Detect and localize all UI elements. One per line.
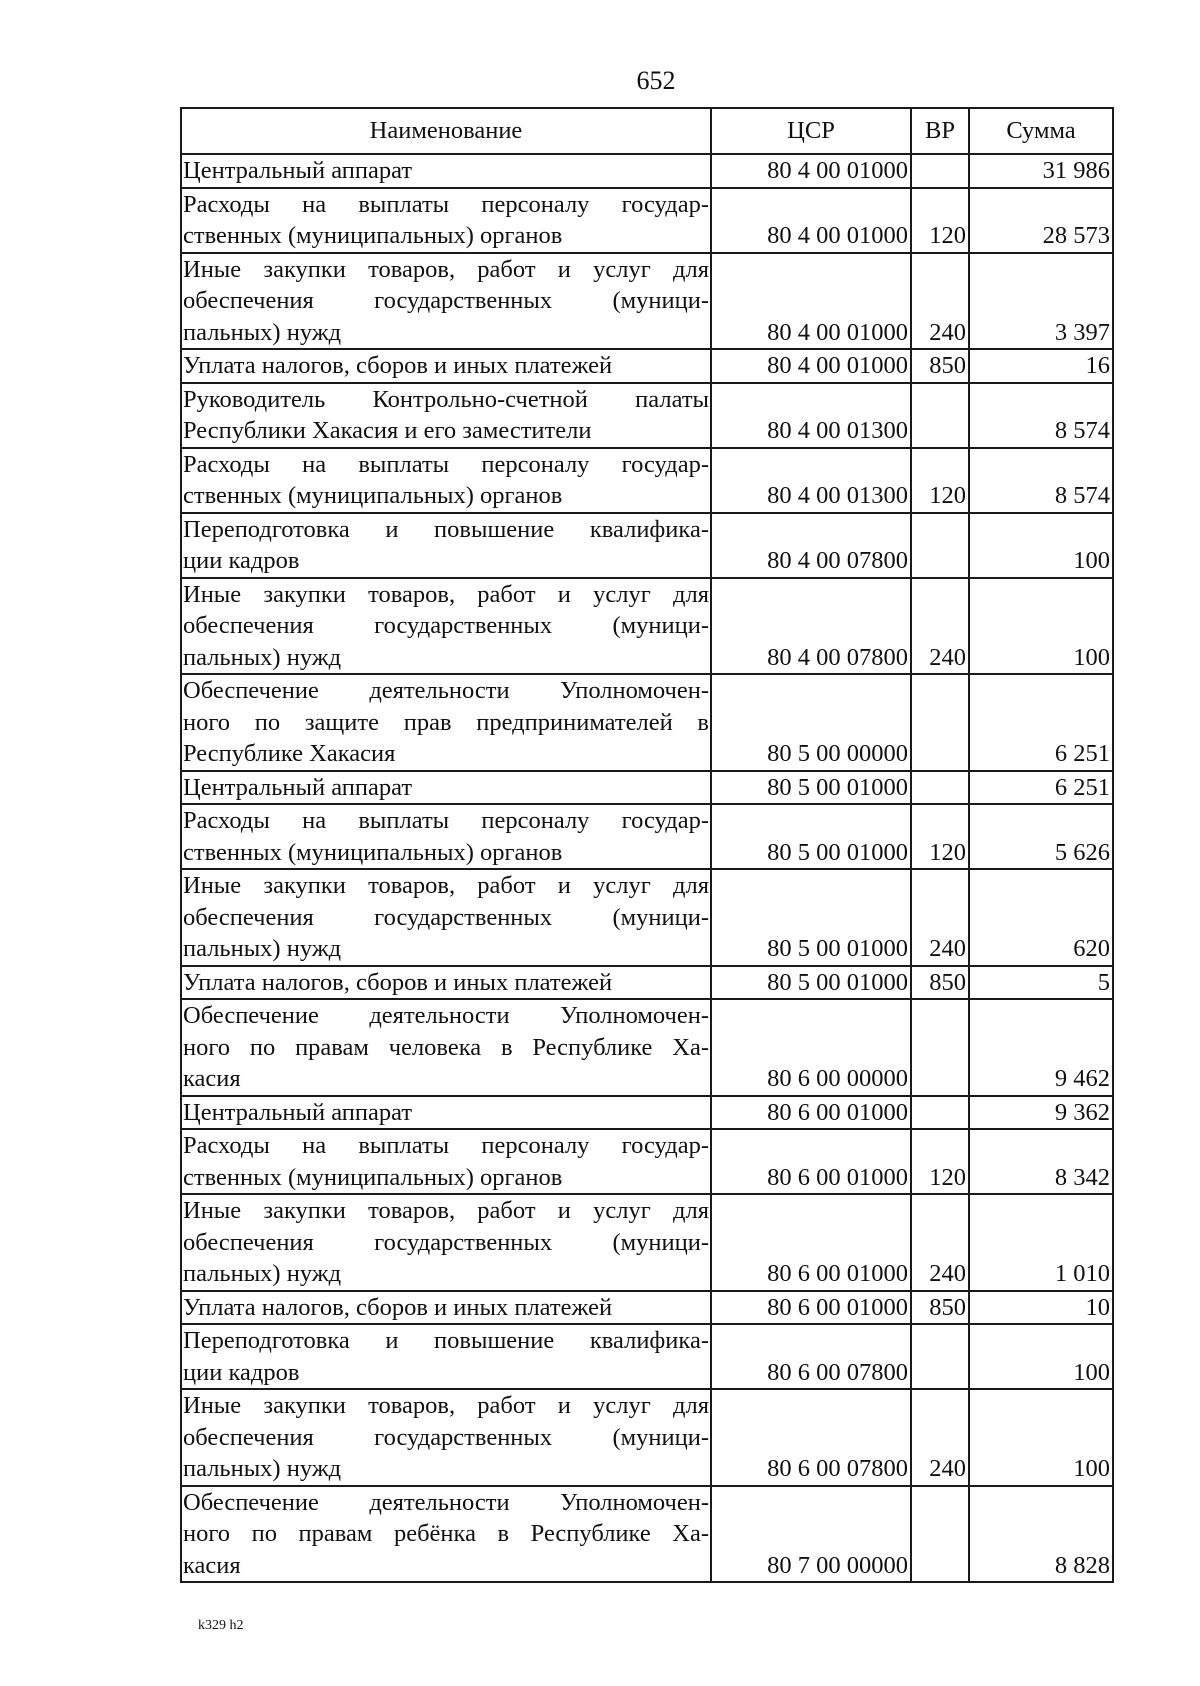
row-vr-cell: 240: [911, 1194, 969, 1291]
row-vr-cell: [911, 1096, 969, 1130]
row-vr-cell: [911, 1486, 969, 1583]
row-vr-cell: [911, 999, 969, 1096]
row-csr-cell: 80 6 00 00000: [711, 999, 911, 1096]
header-sum: Сумма: [969, 108, 1113, 154]
row-vr-cell: 120: [911, 448, 969, 513]
table-header-row: [181, 108, 1113, 154]
row-sum-cell: 9 362: [969, 1096, 1113, 1130]
row-csr-cell: 80 4 00 01000: [711, 253, 911, 350]
row-vr-cell: 240: [911, 869, 969, 966]
table-row: [181, 674, 1113, 771]
table-row: [181, 1389, 1113, 1486]
row-csr-cell: 80 7 00 00000: [711, 1486, 911, 1583]
row-csr-cell: 80 4 00 01300: [711, 448, 911, 513]
page-number: 652: [636, 66, 676, 95]
table-row: [181, 869, 1113, 966]
row-vr-cell: [911, 1324, 969, 1389]
row-name-cell: Обеспечение деятельности Уполномочен- ного по правам ребёнка в Республике Ха- касия: [181, 1486, 711, 1583]
row-name-cell: Иные закупки товаров, работ и услуг для обеспечения государственных (муници- пальных) нужд: [181, 1194, 711, 1291]
row-sum-cell: 28 573: [969, 188, 1113, 253]
row-sum-cell: 1 010: [969, 1194, 1113, 1291]
row-sum-cell: 8 574: [969, 448, 1113, 513]
row-vr-cell: [911, 383, 969, 448]
row-csr-cell: 80 5 00 01000: [711, 804, 911, 869]
header-vr: ВР: [911, 108, 969, 154]
row-sum-cell: 100: [969, 1389, 1113, 1486]
row-sum-cell: 16: [969, 349, 1113, 383]
row-name-cell: Центральный аппарат: [181, 154, 711, 188]
header-name: Наименование: [181, 108, 711, 154]
table-row: [181, 771, 1113, 805]
row-name-cell: Центральный аппарат: [181, 771, 711, 805]
row-name-cell: Иные закупки товаров, работ и услуг для обеспечения государственных (муници- пальных) нужд: [181, 869, 711, 966]
row-sum-cell: 6 251: [969, 674, 1113, 771]
row-sum-cell: 3 397: [969, 253, 1113, 350]
row-csr-cell: 80 4 00 01000: [711, 188, 911, 253]
budget-table: [180, 107, 1114, 1583]
table-row: [181, 513, 1113, 578]
row-csr-cell: 80 6 00 07800: [711, 1324, 911, 1389]
row-vr-cell: 240: [911, 1389, 969, 1486]
row-vr-cell: 120: [911, 804, 969, 869]
row-vr-cell: [911, 154, 969, 188]
row-name-cell: Расходы на выплаты персоналу государ- ственных (муниципальных) органов: [181, 804, 711, 869]
row-vr-cell: [911, 513, 969, 578]
table-row: [181, 383, 1113, 448]
table-body: [181, 154, 1113, 1582]
row-csr-cell: 80 5 00 01000: [711, 771, 911, 805]
table-row: [181, 578, 1113, 675]
table-row: [181, 1486, 1113, 1583]
row-sum-cell: 8 574: [969, 383, 1113, 448]
header-csr: ЦСР: [711, 108, 911, 154]
row-name-cell: Переподготовка и повышение квалифика- ции кадров: [181, 1324, 711, 1389]
row-vr-cell: 850: [911, 1291, 969, 1325]
row-name-cell: Уплата налогов, сборов и иных платежей: [181, 349, 711, 383]
table-row: [181, 349, 1113, 383]
table-row: [181, 188, 1113, 253]
row-sum-cell: 100: [969, 578, 1113, 675]
row-csr-cell: 80 4 00 01000: [711, 349, 911, 383]
row-sum-cell: 620: [969, 869, 1113, 966]
row-vr-cell: 240: [911, 578, 969, 675]
row-vr-cell: 120: [911, 1129, 969, 1194]
table-row: [181, 1291, 1113, 1325]
row-vr-cell: 850: [911, 349, 969, 383]
row-vr-cell: 120: [911, 188, 969, 253]
row-csr-cell: 80 5 00 01000: [711, 869, 911, 966]
row-vr-cell: [911, 771, 969, 805]
row-name-cell: Уплата налогов, сборов и иных платежей: [181, 1291, 711, 1325]
row-sum-cell: 8 828: [969, 1486, 1113, 1583]
row-csr-cell: 80 5 00 00000: [711, 674, 911, 771]
row-name-cell: Расходы на выплаты персоналу государ- ственных (муниципальных) органов: [181, 188, 711, 253]
row-vr-cell: 240: [911, 253, 969, 350]
row-name-cell: Уплата налогов, сборов и иных платежей: [181, 966, 711, 1000]
row-csr-cell: 80 6 00 01000: [711, 1096, 911, 1130]
table-row: [181, 253, 1113, 350]
table-row: [181, 804, 1113, 869]
row-csr-cell: 80 6 00 01000: [711, 1291, 911, 1325]
row-name-cell: Руководитель Контрольно-счетной палаты Республики Хакасия и его заместители: [181, 383, 711, 448]
row-csr-cell: 80 6 00 01000: [711, 1194, 911, 1291]
row-sum-cell: 100: [969, 1324, 1113, 1389]
table-row: [181, 1129, 1113, 1194]
row-csr-cell: 80 4 00 07800: [711, 578, 911, 675]
row-csr-cell: 80 6 00 07800: [711, 1389, 911, 1486]
table-row: [181, 999, 1113, 1096]
row-name-cell: Обеспечение деятельности Уполномочен- ного по защите прав предпринимателей в Республике Хакасия: [181, 674, 711, 771]
row-name-cell: Иные закупки товаров, работ и услуг для обеспечения государственных (муници- пальных) нужд: [181, 253, 711, 350]
row-name-cell: Центральный аппарат: [181, 1096, 711, 1130]
table-row: [181, 1096, 1113, 1130]
table-row: [181, 1194, 1113, 1291]
row-sum-cell: 5: [969, 966, 1113, 1000]
row-vr-cell: [911, 674, 969, 771]
table-row: [181, 1324, 1113, 1389]
row-sum-cell: 9 462: [969, 999, 1113, 1096]
row-sum-cell: 8 342: [969, 1129, 1113, 1194]
row-csr-cell: 80 6 00 01000: [711, 1129, 911, 1194]
row-csr-cell: 80 4 00 01300: [711, 383, 911, 448]
row-name-cell: Иные закупки товаров, работ и услуг для обеспечения государственных (муници- пальных) нужд: [181, 578, 711, 675]
row-csr-cell: 80 5 00 01000: [711, 966, 911, 1000]
row-name-cell: Переподготовка и повышение квалифика- ции кадров: [181, 513, 711, 578]
table-row: [181, 966, 1113, 1000]
row-sum-cell: 6 251: [969, 771, 1113, 805]
row-name-cell: Иные закупки товаров, работ и услуг для обеспечения государственных (муници- пальных) нужд: [181, 1389, 711, 1486]
row-sum-cell: 31 986: [969, 154, 1113, 188]
table-row: [181, 154, 1113, 188]
row-name-cell: Расходы на выплаты персоналу государ- ственных (муниципальных) органов: [181, 1129, 711, 1194]
row-name-cell: Обеспечение деятельности Уполномочен- ного по правам человека в Республике Ха- касия: [181, 999, 711, 1096]
footer-code: k329 h2: [198, 1618, 244, 1633]
row-vr-cell: 850: [911, 966, 969, 1000]
row-csr-cell: 80 4 00 07800: [711, 513, 911, 578]
row-sum-cell: 100: [969, 513, 1113, 578]
row-csr-cell: 80 4 00 01000: [711, 154, 911, 188]
row-sum-cell: 10: [969, 1291, 1113, 1325]
row-sum-cell: 5 626: [969, 804, 1113, 869]
row-name-cell: Расходы на выплаты персоналу государ- ственных (муниципальных) органов: [181, 448, 711, 513]
table-row: [181, 448, 1113, 513]
